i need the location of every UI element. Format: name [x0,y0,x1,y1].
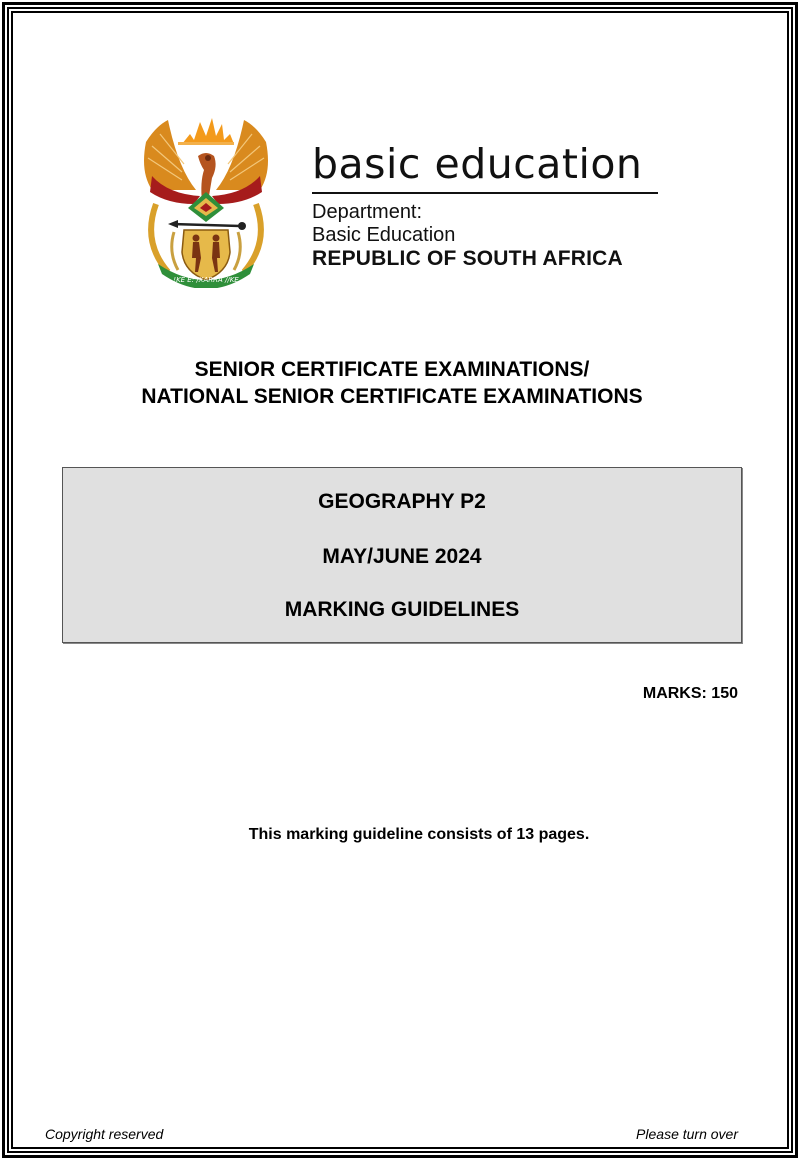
copyright-notice: Copyright reserved [45,1126,164,1142]
subject-title: GEOGRAPHY P2 [318,490,486,513]
emblem-motto: !KE E: /XARRA //KE [173,276,239,284]
exam-heading-line1: SENIOR CERTIFICATE EXAMINATIONS/ [194,358,590,381]
exam-session: MAY/JUNE 2024 [322,545,482,568]
brand-divider [312,192,658,194]
document-type: MARKING GUIDELINES [284,598,520,621]
paper-title-box [62,467,742,643]
brand-title: basic education [312,140,643,188]
total-marks: MARKS: 150 [642,685,738,702]
exam-heading [0,356,784,410]
department-label: Department: [312,201,423,223]
turn-over-notice: Please turn over [636,1126,738,1142]
department-logo-text [312,140,662,270]
exam-heading-line2: NATIONAL SENIOR CERTIFICATE EXAMINATIONS [141,385,643,408]
country-name: REPUBLIC OF SOUTH AFRICA [312,247,623,270]
page-count-note: This marking guideline consists of 13 pages. [248,826,590,843]
coat-of-arms-icon [138,112,274,288]
department-name: Basic Education [312,224,456,246]
